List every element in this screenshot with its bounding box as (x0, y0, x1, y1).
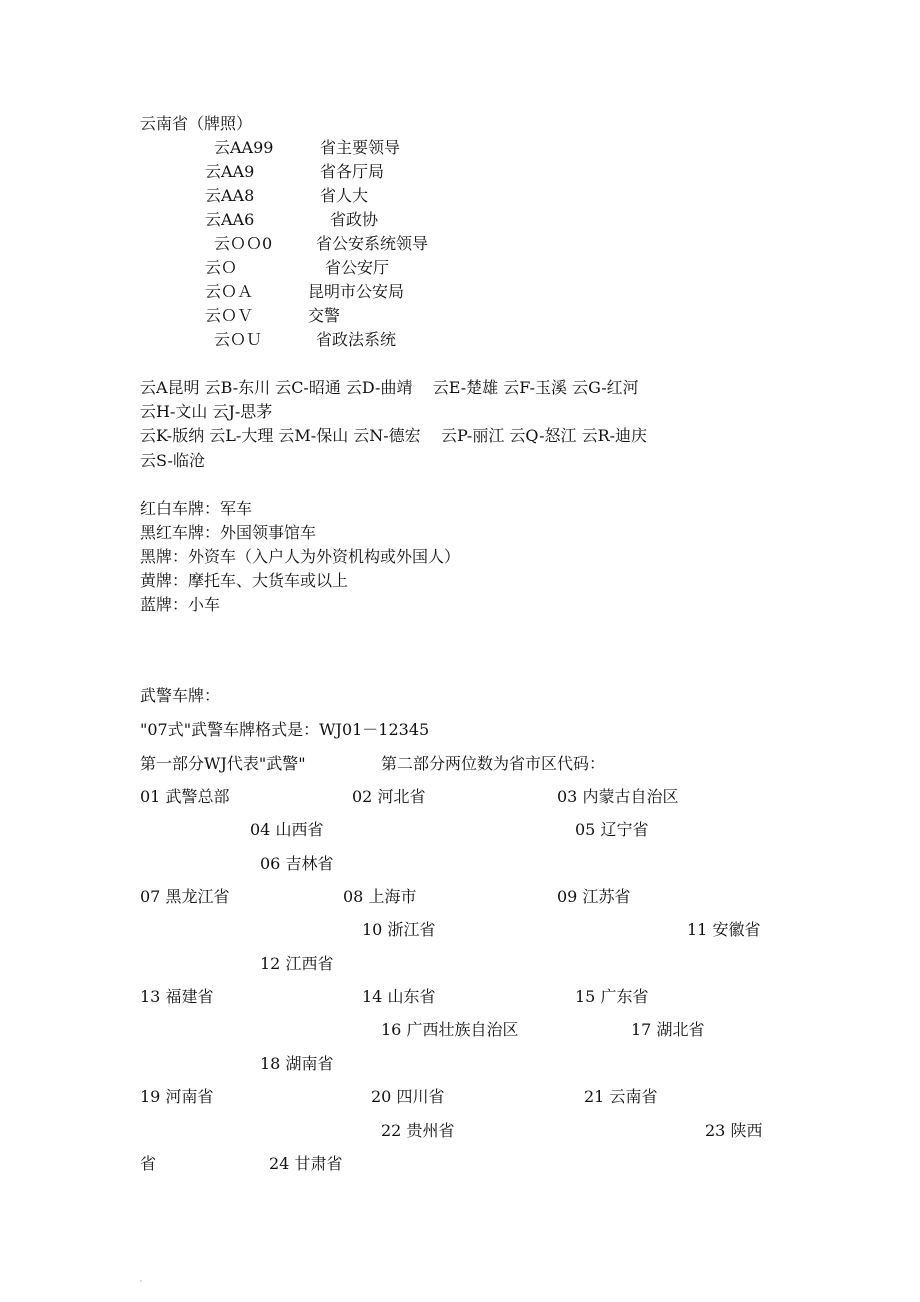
plate-desc: 省政法系统 (316, 330, 397, 349)
plate-desc: 昆明市公安局 (308, 282, 405, 301)
region-code: 23 陕西 (705, 1121, 763, 1140)
region-code: 19 河南省 (140, 1087, 214, 1106)
prefecture-line: 云K-版纳 云L-大理 云M-保山 云N-德宏 云P-丽江 云Q-怒江 云R-迪庆 (140, 426, 648, 445)
plate-code: 云AA99 (214, 138, 274, 157)
region-code: 07 黑龙江省 (140, 887, 230, 906)
plate-color-item: 黑红车牌：外国领事馆车 (140, 523, 317, 542)
plate-color-item: 黄牌：摩托车、大货车或以上 (140, 571, 349, 590)
plate-code: 云ＯＯ0 (214, 234, 273, 253)
armed-police-part1: 第一部分WJ代表"武警" (140, 754, 306, 773)
plate-desc: 省公安系统领导 (316, 234, 429, 253)
plate-color-item: 蓝牌：小车 (140, 595, 221, 614)
plate-desc: 省政协 (330, 210, 379, 229)
plate-desc: 交警 (308, 306, 341, 325)
prefecture-line: 云H-文山 云J-思茅 (140, 402, 273, 421)
section-heading-yunnan: 云南省（牌照） (140, 114, 253, 133)
region-code: 02 河北省 (352, 787, 426, 806)
prefecture-line: 云S-临沧 (140, 451, 205, 470)
armed-police-title: 武警车牌： (140, 686, 221, 705)
plate-code: 云ＯＡ (205, 282, 254, 301)
plate-code: 云AA6 (205, 210, 255, 229)
plate-code: 云ＯＵ (214, 330, 263, 349)
region-code: 12 江西省 (260, 954, 334, 973)
region-code: 13 福建省 (140, 987, 214, 1006)
region-code: 05 辽宁省 (575, 820, 649, 839)
region-code: 06 吉林省 (260, 854, 334, 873)
region-code: 01 武警总部 (140, 787, 230, 806)
region-code-wrap: 省 (140, 1154, 157, 1173)
region-code: 11 安徽省 (687, 920, 761, 939)
plate-color-item: 黑牌：外资车（入户人为外资机构或外国人） (140, 547, 461, 566)
plate-color-item: 红白车牌：军车 (140, 499, 253, 518)
region-code: 09 江苏省 (557, 887, 631, 906)
plate-code: 云Ｏ (205, 258, 238, 277)
plate-desc: 省主要领导 (320, 138, 401, 157)
region-code: 08 上海市 (343, 887, 417, 906)
region-code: 22 贵州省 (381, 1121, 455, 1140)
plate-desc: 省人大 (320, 186, 369, 205)
plate-code: 云AA9 (205, 162, 255, 181)
region-code: 10 浙江省 (362, 920, 436, 939)
armed-police-part2: 第二部分两位数为省市区代码： (381, 754, 606, 773)
region-code: 14 山东省 (362, 987, 436, 1006)
region-code: 15 广东省 (575, 987, 649, 1006)
region-code: 17 湖北省 (631, 1020, 705, 1039)
region-code: 21 云南省 (584, 1087, 658, 1106)
plate-code: 云ＯＶ (205, 306, 254, 325)
region-code: 20 四川省 (371, 1087, 445, 1106)
region-code: 04 山西省 (250, 820, 324, 839)
plate-code: 云AA8 (205, 186, 255, 205)
armed-police-format: "07式"武警车牌格式是：WJ01－12345 (140, 720, 430, 739)
prefecture-line: 云A昆明 云B-东川 云C-昭通 云D-曲靖 云E-楚雄 云F-玉溪 云G-红河 (140, 378, 639, 397)
region-code: 16 广西壮族自治区 (381, 1020, 519, 1039)
region-code: 18 湖南省 (260, 1054, 334, 1073)
plate-desc: 省各厅局 (320, 162, 385, 181)
footer-mark (140, 1280, 142, 1282)
region-code: 24 甘肃省 (269, 1154, 343, 1173)
plate-desc: 省公安厅 (325, 258, 390, 277)
region-code: 03 内蒙古自治区 (557, 787, 679, 806)
